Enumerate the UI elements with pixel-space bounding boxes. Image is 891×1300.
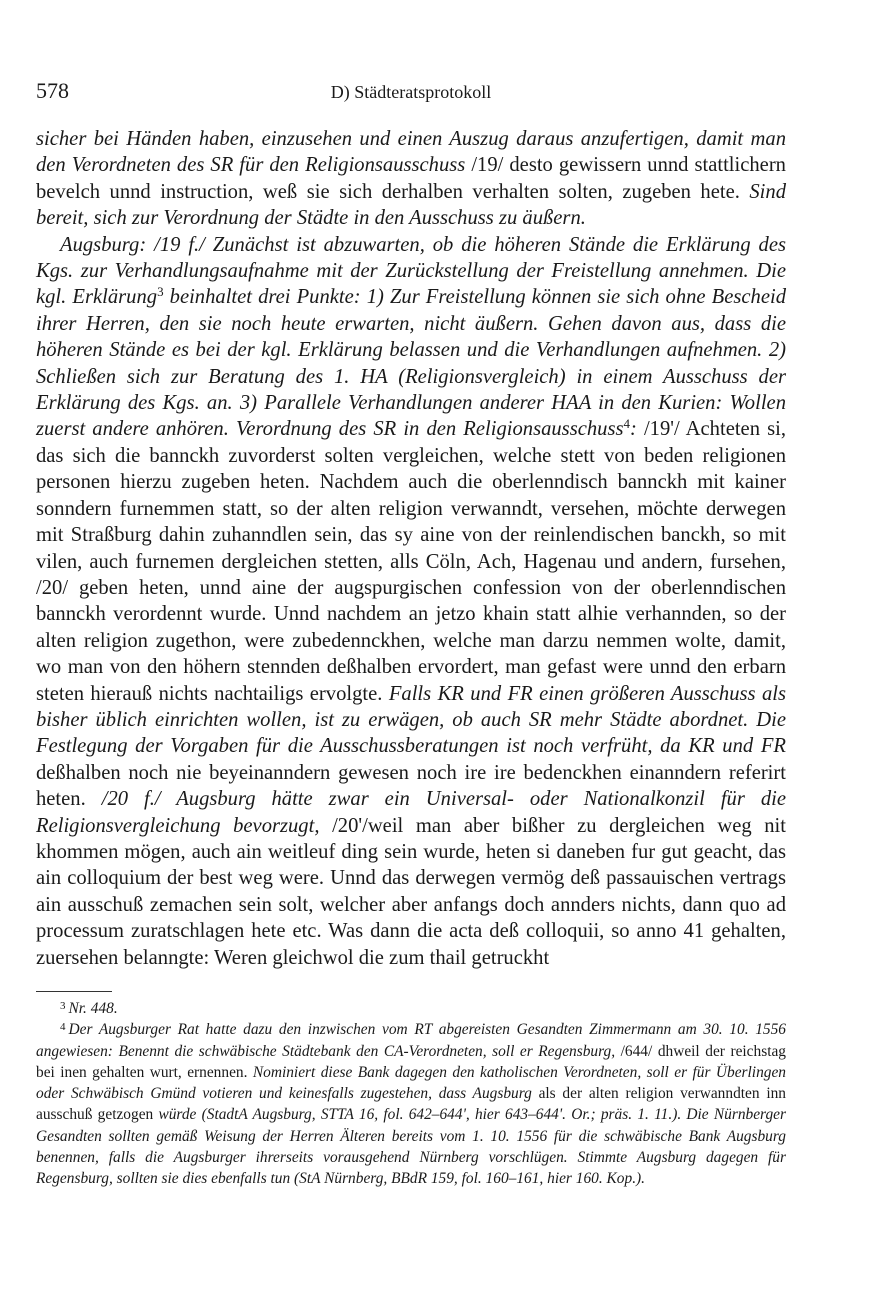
main-text [36,126,786,971]
footnote-4 [36,1019,786,1189]
footnote-divider [36,991,112,992]
footnote-number: 3 [60,1000,66,1012]
footnote-number: 4 [60,1021,66,1034]
footnote-3 [36,998,786,1019]
quoted-source-text: /19'/ Achteten si, das sich die bannckh zuvorderst solten vergleichen, welche stett von beden religionen personen hierzu zugeben heten. Nachdem auch die oberlenndisch bannckh mit kainer sonndern furnemmen statt, so der alten religion verwanndt, versehen, möchte derwegen mit Straßburg dahin zuhanndlen sein, das sy aine von der reinlendischen banckh, so mit vilen, auch furnemen dergleichen stetten, alls Cöln, Ach, Hagenau und andern, fursehen, /20/ geben heten, unnd aine der augspurgischen confession von der oberlenndischen bannckh verordennt wurde. Unnd nachdem an jetzo khain statt alhie verhannden, so der alten religion zugethon, were zubedennckhen, welche man darzu nemmen wolte, damit, wo man von den höhern stennden deßhalben ervordert, man gefast were unnd den erbarn steten hierauß nichts nachtailigs ervolgte. [36,418,786,705]
quoted-source-text: /19/ desto gewissern unnd stattlichern bevelch unnd instruction, weß sie sich derhalben verhalten solten, zugeben hete. [36,154,786,203]
quoted-source-text: deßhalben noch nie beyeinanndern gewesen noch ire ire bedenckhen einanndern referirt heten. [36,761,786,811]
document-page [36,78,786,1190]
editorial-summary: Sind bereit, sich zur Verordnung der Städte in den Ausschuss zu äußern. [36,180,786,230]
editorial-summary: Augsburg: /19 f./ Zunächst ist abzuwarten, ob die höheren Stände die Erklärung des Kgs. zur Verhandlungsaufnahme mit der Zurückstellung der Freistellung annehmen. Die kgl. Erklärung [36,233,786,309]
editorial-summary: : [629,418,637,441]
editorial-summary: Falls KR und FR einen größeren Ausschuss als bisher üblich einrichten wollen, ist zu erwägen, ob auch SR mehr Städte abordnet. Die Festlegung der Vorgaben für die Ausschussberatungen ist noch verfrüht, da KR und FR [36,682,786,758]
paragraph-2 [36,232,786,971]
footnote-quoted-text: /644/ dhweil der reichstag bei inen gehalten wurt, ernennen. [36,1042,787,1081]
footnote-quoted-text: als der alten religion verwanndten inn ausschuß getzogen [36,1085,786,1124]
footnote-text: würde (StadtA Augsburg, STTA 16, fol. 642–644', hier 643–644'. Or.; präs. 1. 11.). Die Nürnberger Gesandten sollten gemäß Weisung der Herren Älteren bereits vom 1. 10. 1556 für die schwäbische Bank Augsburg benennen, falls die Augsburger ihrerseits vorausgehend Nürnberg vorschlügen. Stimmte Augsburg dagegen für Regensburg, sollten sie dies ebenfalls tun (StA Nürnberg, BBdR 159, fol. 160–161, hier 160. Kop.). [36,1106,786,1188]
footnote-ref-4[interactable]: 4 [623,416,630,432]
editorial-summary: beinhaltet drei Punkte: 1) Zur Freistellung können sie sich ohne Bescheid ihrer Herren, den sie noch heute erwarten, nicht äußern. Gehen davon aus, dass die höheren Stände es bei der kgl. Erklärung belassen und die Verhandlungen aufnehmen. 2) Schließen sich zur Beratung des 1. HA (Religionsvergleich) in einem Ausschuss der Erklärung des Kgs. an. 3) Parallele Verhandlungen anderer HAA in den Kurien: Wollen zuerst andere anhören. Verordnung des SR in den Religionsausschuss [36,286,786,441]
running-head: D) Städteratsprotokoll [330,82,492,102]
footnote-text: Nominiert diese Bank dagegen den katholischen Verordneten, soll er für Überlingen oder Schwäbisch Gmünd votieren und keinesfalls zugestehen, dass Augsburg [36,1063,786,1103]
footnote-ref-3[interactable]: 3 [157,284,164,300]
footnote-text: Nr. 448. [68,1000,118,1017]
footnotes [36,998,786,1190]
page-header [36,78,786,108]
editorial-summary: /20 f./ Augsburg hätte zwar ein Universal- oder Nationalkonzil für die Religionsvergleichung bevorzugt, [36,788,786,837]
quoted-source-text: /20'/weil man aber bißher zu dergleichen weg nit khommen mögen, auch ain weitleuf ding sein wurde, heten si daneben fur gut geacht, das ain colloquium der best weg were. Unnd das derwegen vermög deß passauischen vertrags ain ausschuß zemachen sein solt, welcher aber anfangs doch annders nichts, dann quo ad processum zuratschlagen hete etc. Was dann die acta deß colloquii, so anno 41 gehalten, zuersehen belanngte: Weren gleichwol die zum thail getruckht [36,814,787,969]
paragraph-1 [36,126,786,232]
editorial-summary: sicher bei Händen haben, einzusehen und einen Auszug daraus anzufertigen, damit man den Verordneten des SR für den Religionsausschuss [36,128,786,177]
footnote-text: Der Augsburger Rat hatte dazu den inzwischen vom RT abgereisten Gesandten Zimmermann am 30. 10. 1556 angewiesen: Benennt die schwäbische Städtebank den CA-Verordneten, soll er Regensburg, [36,1021,786,1060]
page-number: 578 [36,78,69,103]
